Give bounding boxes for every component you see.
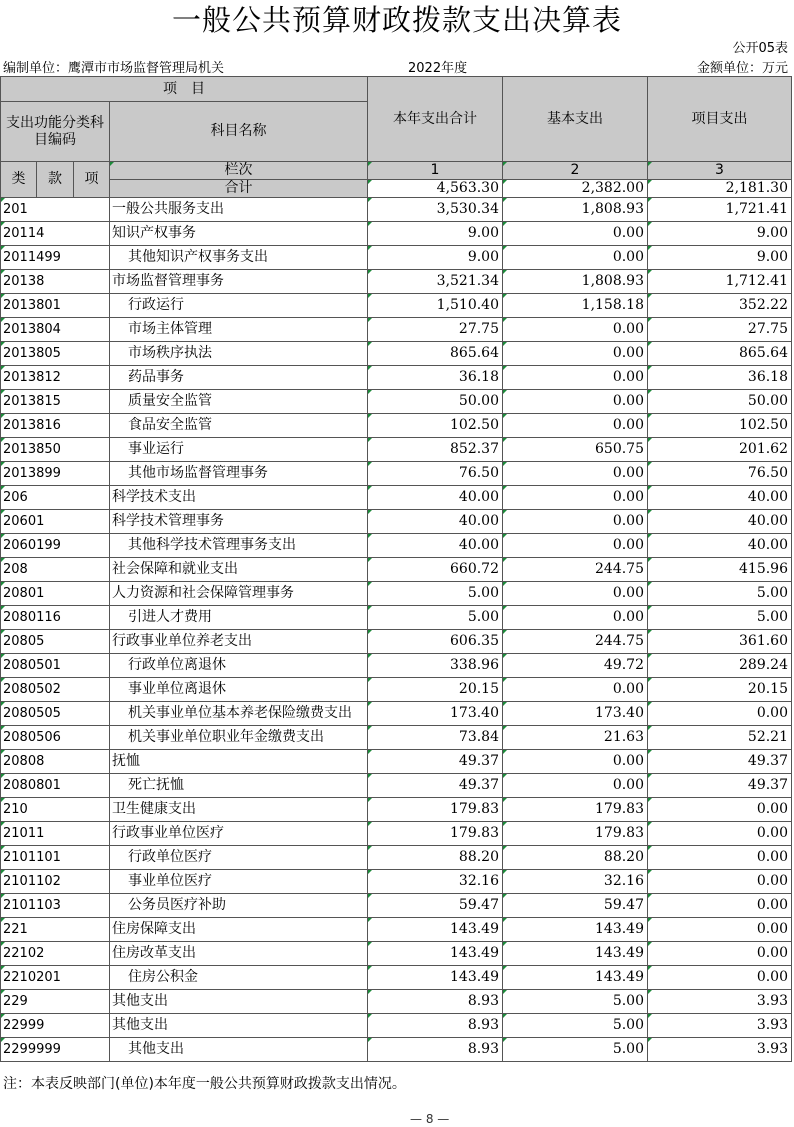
row-project: 0.00 (648, 870, 792, 894)
row-project: 40.00 (648, 486, 792, 510)
row-basic: 650.75 (503, 438, 648, 462)
row-total: 59.47 (368, 894, 503, 918)
row-total: 5.00 (368, 582, 503, 606)
row-basic: 5.00 (503, 990, 648, 1014)
header-col-number-1: 1 (368, 162, 503, 180)
row-basic: 49.72 (503, 654, 648, 678)
row-basic: 0.00 (503, 678, 648, 702)
row-code: 201 (1, 198, 110, 222)
row-code: 20601 (1, 510, 110, 534)
row-basic: 0.00 (503, 534, 648, 558)
page-footer-mark: — 8 — (410, 1112, 450, 1126)
row-code: 20808 (1, 750, 110, 774)
row-basic: 0.00 (503, 414, 648, 438)
row-basic: 0.00 (503, 246, 648, 270)
table-row (1, 798, 792, 822)
row-project: 3.93 (648, 1014, 792, 1038)
row-subject-name: 一般公共服务支出 (110, 198, 368, 222)
row-subject-name: 药品事务 (110, 366, 368, 390)
header-col-total: 本年支出合计 (368, 77, 503, 162)
header-func-code: 支出功能分类科目编码 (1, 102, 110, 162)
row-total: 852.37 (368, 438, 503, 462)
row-code: 2101101 (1, 846, 110, 870)
row-project: 0.00 (648, 894, 792, 918)
row-code: 206 (1, 486, 110, 510)
row-code: 22999 (1, 1014, 110, 1038)
row-subject-name: 事业运行 (110, 438, 368, 462)
table-note: 注：本表反映部门(单位)本年度一般公共预算财政拨款支出情况。 (3, 1076, 406, 1092)
row-basic: 143.49 (503, 942, 648, 966)
table-row (1, 246, 792, 270)
row-subject-name: 公务员医疗补助 (110, 894, 368, 918)
row-code: 2013805 (1, 342, 110, 366)
table-row (1, 1014, 792, 1038)
row-total: 173.40 (368, 702, 503, 726)
row-project: 0.00 (648, 942, 792, 966)
table-row (1, 414, 792, 438)
table-row (1, 942, 792, 966)
table-row (1, 486, 792, 510)
table-row (1, 582, 792, 606)
row-subject-name: 行政单位医疗 (110, 846, 368, 870)
row-project: 0.00 (648, 798, 792, 822)
row-project: 52.21 (648, 726, 792, 750)
row-project: 3.93 (648, 1038, 792, 1062)
row-total: 179.83 (368, 798, 503, 822)
row-total: 660.72 (368, 558, 503, 582)
row-subject-name: 抚恤 (110, 750, 368, 774)
row-code: 208 (1, 558, 110, 582)
table-row (1, 390, 792, 414)
row-total: 102.50 (368, 414, 503, 438)
row-subject-name: 其他知识产权事务支出 (110, 246, 368, 270)
table-row (1, 630, 792, 654)
row-subject-name: 引进人才费用 (110, 606, 368, 630)
fiscal-year: 2022年度 (408, 61, 468, 76)
row-subject-name: 行政运行 (110, 294, 368, 318)
row-code: 2080501 (1, 654, 110, 678)
row-total: 50.00 (368, 390, 503, 414)
row-project: 289.24 (648, 654, 792, 678)
row-project: 5.00 (648, 582, 792, 606)
row-code: 2013815 (1, 390, 110, 414)
row-basic: 0.00 (503, 222, 648, 246)
row-basic: 179.83 (503, 798, 648, 822)
row-basic: 143.49 (503, 918, 648, 942)
row-subject-name: 质量安全监管 (110, 390, 368, 414)
table-row (1, 294, 792, 318)
row-code: 2060199 (1, 534, 110, 558)
row-total: 1,510.40 (368, 294, 503, 318)
row-project: 0.00 (648, 918, 792, 942)
header-subject-name: 科目名称 (110, 102, 368, 162)
table-row (1, 990, 792, 1014)
row-project: 9.00 (648, 246, 792, 270)
row-code: 2080506 (1, 726, 110, 750)
row-code: 2299999 (1, 1038, 110, 1062)
row-basic: 244.75 (503, 558, 648, 582)
table-row (1, 534, 792, 558)
row-code: 2013801 (1, 294, 110, 318)
total-basic: 2,382.00 (503, 180, 648, 198)
row-subject-name: 其他市场监督管理事务 (110, 462, 368, 486)
row-subject-name: 住房保障支出 (110, 918, 368, 942)
table-row (1, 678, 792, 702)
table-row (1, 966, 792, 990)
row-subject-name: 卫生健康支出 (110, 798, 368, 822)
row-code: 2013816 (1, 414, 110, 438)
table-row (1, 366, 792, 390)
table-row (1, 318, 792, 342)
row-total: 143.49 (368, 942, 503, 966)
row-total: 36.18 (368, 366, 503, 390)
row-basic: 1,808.93 (503, 198, 648, 222)
row-project: 49.37 (648, 774, 792, 798)
row-basic: 1,158.18 (503, 294, 648, 318)
row-basic: 179.83 (503, 822, 648, 846)
row-basic: 0.00 (503, 366, 648, 390)
row-code: 2013804 (1, 318, 110, 342)
row-subject-name: 其他支出 (110, 990, 368, 1014)
table-row (1, 606, 792, 630)
row-basic: 0.00 (503, 582, 648, 606)
form-number: 公开05表 (732, 41, 788, 56)
row-project: 361.60 (648, 630, 792, 654)
table-row (1, 870, 792, 894)
row-total: 9.00 (368, 222, 503, 246)
money-unit: 金额单位：万元 (696, 61, 788, 76)
row-basic: 0.00 (503, 510, 648, 534)
row-basic: 0.00 (503, 318, 648, 342)
row-project: 49.37 (648, 750, 792, 774)
row-code: 2101103 (1, 894, 110, 918)
row-total: 20.15 (368, 678, 503, 702)
row-code: 2013812 (1, 366, 110, 390)
total-label: 合计 (110, 180, 368, 198)
header-item: 项 目 (1, 77, 368, 102)
row-project: 40.00 (648, 534, 792, 558)
row-code: 2080116 (1, 606, 110, 630)
total-project: 2,181.30 (648, 180, 792, 198)
table-row (1, 342, 792, 366)
row-total: 606.35 (368, 630, 503, 654)
table-row (1, 462, 792, 486)
table-row (1, 918, 792, 942)
row-basic: 1,808.93 (503, 270, 648, 294)
row-code: 21011 (1, 822, 110, 846)
row-code: 2101102 (1, 870, 110, 894)
row-total: 8.93 (368, 1014, 503, 1038)
row-subject-name: 科学技术管理事务 (110, 510, 368, 534)
row-basic: 32.16 (503, 870, 648, 894)
row-basic: 0.00 (503, 774, 648, 798)
row-subject-name: 其他科学技术管理事务支出 (110, 534, 368, 558)
row-code: 2080502 (1, 678, 110, 702)
row-project: 27.75 (648, 318, 792, 342)
row-project: 865.64 (648, 342, 792, 366)
row-basic: 244.75 (503, 630, 648, 654)
row-total: 27.75 (368, 318, 503, 342)
row-basic: 0.00 (503, 606, 648, 630)
row-subject-name: 事业单位离退休 (110, 678, 368, 702)
row-subject-name: 住房公积金 (110, 966, 368, 990)
row-subject-name: 机关事业单位职业年金缴费支出 (110, 726, 368, 750)
row-code: 20801 (1, 582, 110, 606)
table-row (1, 222, 792, 246)
row-project: 0.00 (648, 822, 792, 846)
row-project: 1,721.41 (648, 198, 792, 222)
row-project: 102.50 (648, 414, 792, 438)
header-lanci: 栏次 (110, 162, 368, 180)
table-row (1, 438, 792, 462)
row-code: 2013850 (1, 438, 110, 462)
row-total: 338.96 (368, 654, 503, 678)
row-subject-name: 市场主体管理 (110, 318, 368, 342)
row-project: 20.15 (648, 678, 792, 702)
table-row (1, 702, 792, 726)
row-subject-name: 科学技术支出 (110, 486, 368, 510)
row-subject-name: 事业单位医疗 (110, 870, 368, 894)
table-row (1, 750, 792, 774)
row-code: 221 (1, 918, 110, 942)
row-total: 8.93 (368, 990, 503, 1014)
row-code: 20114 (1, 222, 110, 246)
table-row (1, 198, 792, 222)
row-code: 2013899 (1, 462, 110, 486)
row-project: 0.00 (648, 702, 792, 726)
row-project: 415.96 (648, 558, 792, 582)
row-subject-name: 死亡抚恤 (110, 774, 368, 798)
row-basic: 0.00 (503, 750, 648, 774)
table-row (1, 774, 792, 798)
header-xiang: 项 (74, 162, 110, 198)
row-subject-name: 市场秩序执法 (110, 342, 368, 366)
row-total: 40.00 (368, 510, 503, 534)
table-row (1, 510, 792, 534)
table-row (1, 270, 792, 294)
row-project: 3.93 (648, 990, 792, 1014)
row-total: 88.20 (368, 846, 503, 870)
row-basic: 88.20 (503, 846, 648, 870)
row-basic: 0.00 (503, 486, 648, 510)
compiling-unit: 编制单位：鹰潭市市场监督管理局机关 (3, 61, 225, 76)
row-total: 32.16 (368, 870, 503, 894)
table-row (1, 654, 792, 678)
table-row (1, 558, 792, 582)
row-total: 40.00 (368, 534, 503, 558)
row-code: 20805 (1, 630, 110, 654)
table-row (1, 1038, 792, 1062)
header-lei: 类 (1, 162, 37, 198)
row-project: 0.00 (648, 846, 792, 870)
row-subject-name: 行政事业单位医疗 (110, 822, 368, 846)
row-basic: 59.47 (503, 894, 648, 918)
row-project: 1,712.41 (648, 270, 792, 294)
total-sum: 4,563.30 (368, 180, 503, 198)
row-project: 36.18 (648, 366, 792, 390)
table-row (1, 726, 792, 750)
row-basic: 0.00 (503, 390, 648, 414)
row-total: 73.84 (368, 726, 503, 750)
header-col-number-3: 3 (648, 162, 792, 180)
row-code: 2080505 (1, 702, 110, 726)
header-col-number-2: 2 (503, 162, 648, 180)
row-total: 76.50 (368, 462, 503, 486)
row-subject-name: 行政单位离退休 (110, 654, 368, 678)
row-total: 143.49 (368, 918, 503, 942)
row-project: 201.62 (648, 438, 792, 462)
row-project: 5.00 (648, 606, 792, 630)
row-basic: 5.00 (503, 1014, 648, 1038)
row-subject-name: 其他支出 (110, 1038, 368, 1062)
row-subject-name: 其他支出 (110, 1014, 368, 1038)
row-code: 22102 (1, 942, 110, 966)
row-code: 20138 (1, 270, 110, 294)
row-total: 8.93 (368, 1038, 503, 1062)
page-title: 一般公共预算财政拨款支出决算表 (171, 3, 622, 37)
row-subject-name: 机关事业单位基本养老保险缴费支出 (110, 702, 368, 726)
row-basic: 143.49 (503, 966, 648, 990)
row-basic: 173.40 (503, 702, 648, 726)
row-subject-name: 知识产权事务 (110, 222, 368, 246)
row-total: 9.00 (368, 246, 503, 270)
row-project: 76.50 (648, 462, 792, 486)
row-project: 9.00 (648, 222, 792, 246)
row-project: 0.00 (648, 966, 792, 990)
row-basic: 21.63 (503, 726, 648, 750)
row-project: 352.22 (648, 294, 792, 318)
row-code: 2210201 (1, 966, 110, 990)
row-total: 143.49 (368, 966, 503, 990)
expenditure-table (0, 76, 792, 1062)
row-code: 229 (1, 990, 110, 1014)
row-total: 3,530.34 (368, 198, 503, 222)
row-subject-name: 住房改革支出 (110, 942, 368, 966)
row-total: 40.00 (368, 486, 503, 510)
row-subject-name: 食品安全监管 (110, 414, 368, 438)
row-code: 210 (1, 798, 110, 822)
table-row (1, 822, 792, 846)
row-total: 179.83 (368, 822, 503, 846)
header-kuan: 款 (37, 162, 74, 198)
row-basic: 0.00 (503, 462, 648, 486)
row-basic: 0.00 (503, 342, 648, 366)
row-subject-name: 市场监督管理事务 (110, 270, 368, 294)
header-col-project: 项目支出 (648, 77, 792, 162)
row-total: 3,521.34 (368, 270, 503, 294)
row-total: 865.64 (368, 342, 503, 366)
row-total: 5.00 (368, 606, 503, 630)
row-subject-name: 社会保障和就业支出 (110, 558, 368, 582)
row-code: 2080801 (1, 774, 110, 798)
header-col-basic: 基本支出 (503, 77, 648, 162)
table-row (1, 846, 792, 870)
row-subject-name: 行政事业单位养老支出 (110, 630, 368, 654)
row-basic: 5.00 (503, 1038, 648, 1062)
table-row (1, 894, 792, 918)
row-subject-name: 人力资源和社会保障管理事务 (110, 582, 368, 606)
row-total: 49.37 (368, 774, 503, 798)
row-total: 49.37 (368, 750, 503, 774)
row-code: 2011499 (1, 246, 110, 270)
row-project: 50.00 (648, 390, 792, 414)
row-project: 40.00 (648, 510, 792, 534)
